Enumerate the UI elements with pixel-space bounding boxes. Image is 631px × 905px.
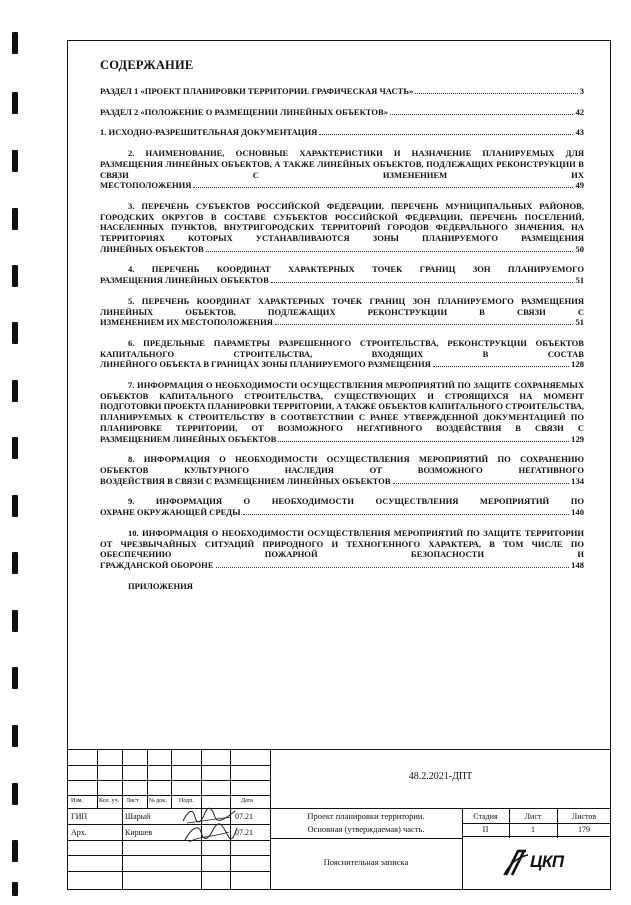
project-title-line2: Основная (утверждаемая) часть. bbox=[307, 824, 425, 834]
binding-mark bbox=[12, 840, 18, 862]
toc-page-number: 129 bbox=[571, 433, 584, 444]
document-type: Пояснительная записка bbox=[323, 857, 409, 867]
toc-page-number: 51 bbox=[575, 275, 584, 286]
toc-entry-title-end: ОХРАНЕ ОКРУЖАЮЩЕЙ СРЕДЫ bbox=[100, 507, 241, 518]
project-title-line1: Проект планировки территории. bbox=[307, 811, 425, 821]
toc-page-number: 140 bbox=[571, 507, 584, 518]
toc-page-number: 134 bbox=[571, 475, 584, 486]
toc-entry[interactable] bbox=[100, 496, 584, 517]
stage-value: П bbox=[482, 825, 489, 834]
binding-mark bbox=[12, 882, 18, 896]
toc-entry-title-end: ИЗМЕНЕНИЕМ ИХ МЕСТОПОЛОЖЕНИЯ bbox=[100, 317, 273, 328]
binding-mark bbox=[12, 208, 18, 230]
toc-entry-title-end: ЛИНЕЙНОГО ОБЪЕКТА В ГРАНИЦАХ ЗОНЫ ПЛАНИРУЕМОГО РАЗМЕЩЕНИЯ bbox=[100, 359, 431, 370]
binding-mark bbox=[12, 322, 18, 344]
toc-entry-title-end: РАЗМЕЩЕНИЯ ЛИНЕЙНЫХ ОБЪЕКТОВ bbox=[100, 275, 269, 286]
logo-text: ЦКП bbox=[530, 852, 564, 871]
toc-entry-title: РАЗДЕЛ 2 «ПОЛОЖЕНИЕ О РАЗМЕЩЕНИИ ЛИНЕЙНЫХ ОБЪЕКТОВ» bbox=[100, 106, 388, 117]
table-of-contents bbox=[100, 86, 584, 591]
toc-entry-title: 4. ПЕРЕЧЕНЬ КООРДИНАТ ХАРАКТЕРНЫХ ТОЧЕК ГРАНИЦ ЗОН ПЛАНИРУЕМОГО bbox=[128, 264, 584, 275]
title-block bbox=[67, 749, 611, 890]
toc-entry-title-end: ВОЗДЕЙСТВИЯ В СВЯЗИ С РАЗМЕЩЕНИЕМ ЛИНЕЙНЫХ ОБЪЕКТОВ bbox=[100, 475, 391, 486]
binding-mark bbox=[12, 667, 18, 689]
binding-mark bbox=[12, 92, 18, 114]
toc-entry[interactable] bbox=[100, 338, 584, 370]
binding-mark bbox=[12, 380, 18, 402]
header-podp: Подп. bbox=[179, 798, 194, 804]
signature-arch bbox=[179, 822, 239, 846]
binding-mark bbox=[12, 437, 18, 459]
toc-entry-title: 2. НАИМЕНОВАНИЕ, ОСНОВНЫЕ ХАРАКТЕРИСТИКИ И НАЗНАЧЕНИЕ ПЛАНИРУЕМЫХ ДЛЯ РАЗМЕЩЕНИЯ ЛИНЕЙНЫХ ОБЪЕКТОВ, А ТАКЖЕ ЛИНЕЙНЫХ ОБЪЕКТОВ, ПОДЛЕЖАЩИХ РЕКОНСТРУКЦИИ В СВЯЗИ С ИЗМЕНЕНИЕМ ИХ bbox=[100, 148, 584, 180]
leader-dots bbox=[393, 483, 570, 484]
sheet-value: 1 bbox=[531, 825, 535, 834]
toc-entry-title: РАЗДЕЛ 1 «ПРОЕКТ ПЛАНИРОВКИ ТЕРРИТОРИИ. ГРАФИЧЕСКАЯ ЧАСТЬ» bbox=[100, 86, 414, 96]
toc-entry[interactable] bbox=[100, 86, 584, 97]
toc-entry-title: 5. ПЕРЕЧЕНЬ КООРДИНАТ ХАРАКТЕРНЫХ ТОЧЕК ГРАНИЦ ЗОН ПЛАНИРУЕМОГО РАЗМЕЩЕНИЯ ЛИНЕЙНЫХ ОБЪЕКТОВ, ПОДЛЕЖАЩИХ РЕКОНСТРУКЦИИ В СВЯЗИ С bbox=[100, 295, 584, 317]
logo-mark bbox=[500, 845, 532, 879]
header-data: Дата bbox=[241, 798, 253, 804]
toc-entry-title-end: МЕСТОПОЛОЖЕНИЯ bbox=[100, 180, 192, 191]
page-title: СОДЕРЖАНИЕ bbox=[100, 58, 194, 72]
toc-entry-title: 8. ИНФОРМАЦИЯ О НЕОБХОДИМОСТИ ОСУЩЕСТВЛЕНИЯ МЕРОПРИЯТИЙ ПО СОХРАНЕНИЮ ОБЪЕКТОВ КУЛЬТУРНОГО НАСЛЕДИЯ ОТ ВОЗМОЖНОГО НЕГАТИВНОГО bbox=[100, 454, 584, 475]
leader-dots bbox=[216, 567, 570, 568]
toc-entry[interactable] bbox=[100, 380, 584, 444]
binding-mark bbox=[12, 725, 18, 747]
leader-dots bbox=[193, 187, 573, 188]
toc-page-number: 50 bbox=[575, 243, 584, 254]
header-kol: Кол. уч. bbox=[99, 798, 120, 804]
toc-entry-title: 7. ИНФОРМАЦИЯ О НЕОБХОДИМОСТИ ОСУЩЕСТВЛЕНИЯ МЕРОПРИЯТИЙ ПО ЗАЩИТЕ СОХРАНЯЕМЫХ ОБЪЕКТОВ КАПИТАЛЬНОГО СТРОИТЕЛЬСТВА, СУЩЕСТВУЮЩИХ И СТРОЯЩИХСЯ НА МОМЕНТ ПОДГОТОВКИ ПРОЕКТА ПЛАНИРОВКИ ТЕРРИТОРИИ, А ТАКЖЕ ОБЪЕКТОВ КАПИТАЛЬНОГО СТРОИТЕЛЬСТВА, ПЛАНИРУЕМЫХ К СТРОИТЕЛЬСТВУ В СООТВЕТСТВИИ С РАНЕЕ УТВЕРЖДЕННОЙ ДОКУМЕНТАЦИЕЙ ПО ПЛАНИРОВКЕ ТЕРРИТОРИИ, ОТ ВОЗМОЖНОГО НЕГАТИВНОГО ВОЗДЕЙСТВИЯ В СВЯЗИ С bbox=[100, 380, 584, 433]
toc-entry-title-end: ГРАЖДАНСКОЙ ОБОРОНЕ bbox=[100, 559, 214, 570]
sheets-value: 179 bbox=[578, 825, 590, 834]
toc-entry[interactable] bbox=[100, 264, 584, 285]
name-arch: Киршев bbox=[125, 828, 153, 837]
role-arch: Арх. bbox=[71, 828, 87, 837]
leader-dots bbox=[415, 93, 577, 94]
document-code: 48.2.2021-ДПТ bbox=[408, 771, 473, 782]
leader-dots bbox=[278, 441, 569, 442]
header-list: Лист bbox=[126, 798, 139, 804]
toc-entry-title-end: ЛИНЕЙНЫХ ОБЪЕКТОВ bbox=[100, 243, 204, 254]
toc-page-number: 42 bbox=[575, 106, 584, 117]
toc-page-number: 148 bbox=[571, 559, 584, 570]
company-logo bbox=[500, 845, 590, 881]
toc-page-number: 128 bbox=[571, 359, 584, 370]
binding-mark bbox=[12, 265, 18, 287]
binding-mark bbox=[12, 783, 18, 805]
binding-mark bbox=[12, 495, 18, 517]
toc-entry[interactable] bbox=[100, 107, 584, 118]
stage-label: Стадия bbox=[473, 812, 498, 821]
sheet-label: Лист bbox=[524, 812, 542, 821]
toc-entry-title: 1. ИСХОДНО-РАЗРЕШИТЕЛЬНАЯ ДОКУМЕНТАЦИЯ bbox=[100, 127, 318, 138]
toc-entry-title: 3. ПЕРЕЧЕНЬ СУБЪЕКТОВ РОССИЙСКОЙ ФЕДЕРАЦИИ, ПЕРЕЧЕНЬ МУНИЦИПАЛЬНЫХ РАЙОНОВ, ГОРОДСКИХ ОКРУГОВ В СОСТАВЕ СУБЪЕКТОВ РОССИЙСКОЙ ФЕДЕРАЦИИ, ПЕРЕЧЕНЬ ПОСЕЛЕНИЙ, НАСЕЛЕННЫХ ПУНКТОВ, ВНУТРИГОРОДСКИХ ТЕРРИТОРИЙ ГОРОДОВ ФЕДЕРАЛЬНОГО ЗНАЧЕНИЯ, НА ТЕРРИТОРИЯХ КОТОРЫХ УСТАНАВЛИВАЮТСЯ ЗОНЫ ПЛАНИРУЕМОГО РАЗМЕЩЕНИЯ bbox=[100, 200, 584, 244]
toc-entry-title: 6. ПРЕДЕЛЬНЫЕ ПАРАМЕТРЫ РАЗРЕШЕННОГО СТРОИТЕЛЬСТВА, РЕКОНСТРУКЦИИ ОБЪЕКТОВ КАПИТАЛЬНОГО СТРОИТЕЛЬСТВА, ВХОДЯЩИХ В СОСТАВ bbox=[100, 337, 584, 359]
leader-dots bbox=[390, 114, 573, 115]
toc-page-number: 43 bbox=[575, 127, 584, 138]
toc-appendix[interactable]: ПРИЛОЖЕНИЯ bbox=[128, 580, 193, 591]
toc-page-number: 51 bbox=[575, 317, 584, 328]
leader-dots bbox=[206, 251, 574, 252]
toc-entry[interactable] bbox=[100, 148, 584, 191]
sheets-label: Листов bbox=[571, 812, 597, 821]
toc-page-number: 3 bbox=[579, 86, 584, 96]
toc-entry[interactable] bbox=[100, 296, 584, 328]
toc-entry-title: 9. ИНФОРМАЦИЯ О НЕОБХОДИМОСТИ ОСУЩЕСТВЛЕНИЯ МЕРОПРИЯТИЙ ПО bbox=[128, 496, 584, 507]
binding-mark bbox=[12, 552, 18, 574]
leader-dots bbox=[243, 514, 570, 515]
toc-entry-title-end: РАЗМЕЩЕНИЕМ ЛИНЕЙНЫХ ОБЪЕКТОВ bbox=[100, 433, 277, 444]
name-gip: Шарый bbox=[125, 812, 151, 821]
leader-dots bbox=[319, 134, 573, 135]
binding-mark bbox=[12, 610, 18, 632]
header-izm: Изм. bbox=[71, 798, 83, 804]
date-gip: 07.21 bbox=[235, 812, 253, 821]
binding-mark bbox=[12, 150, 18, 172]
header-ndoc: № док. bbox=[149, 798, 167, 804]
toc-entry[interactable] bbox=[100, 454, 584, 486]
date-arch: 07.21 bbox=[235, 828, 253, 837]
binding-mark bbox=[12, 32, 18, 54]
toc-entry-title: 10. ИНФОРМАЦИЯ О НЕОБХОДИМОСТИ ОСУЩЕСТВЛЕНИЯ МЕРОПРИЯТИЙ ПО ЗАЩИТЕ ТЕРРИТОРИИ ОТ ЧРЕЗВЫЧАЙНЫХ СИТУАЦИЙ ПРИРОДНОГО И ТЕХНОГЕННОГО ХАРАКТЕРА, В ТОМ ЧИСЛЕ ПО ОБЕСПЕЧЕНИЮ ПОЖАРНОЙ БЕЗОПАСНОСТИ И bbox=[100, 527, 584, 560]
leader-dots bbox=[271, 282, 574, 283]
leader-dots bbox=[433, 366, 569, 367]
toc-entry[interactable] bbox=[100, 201, 584, 255]
toc-page-number: 49 bbox=[575, 180, 584, 191]
role-gip: ГИП bbox=[71, 812, 88, 821]
toc-entry[interactable] bbox=[100, 528, 584, 571]
toc-entry[interactable] bbox=[100, 127, 584, 138]
leader-dots bbox=[275, 324, 574, 325]
